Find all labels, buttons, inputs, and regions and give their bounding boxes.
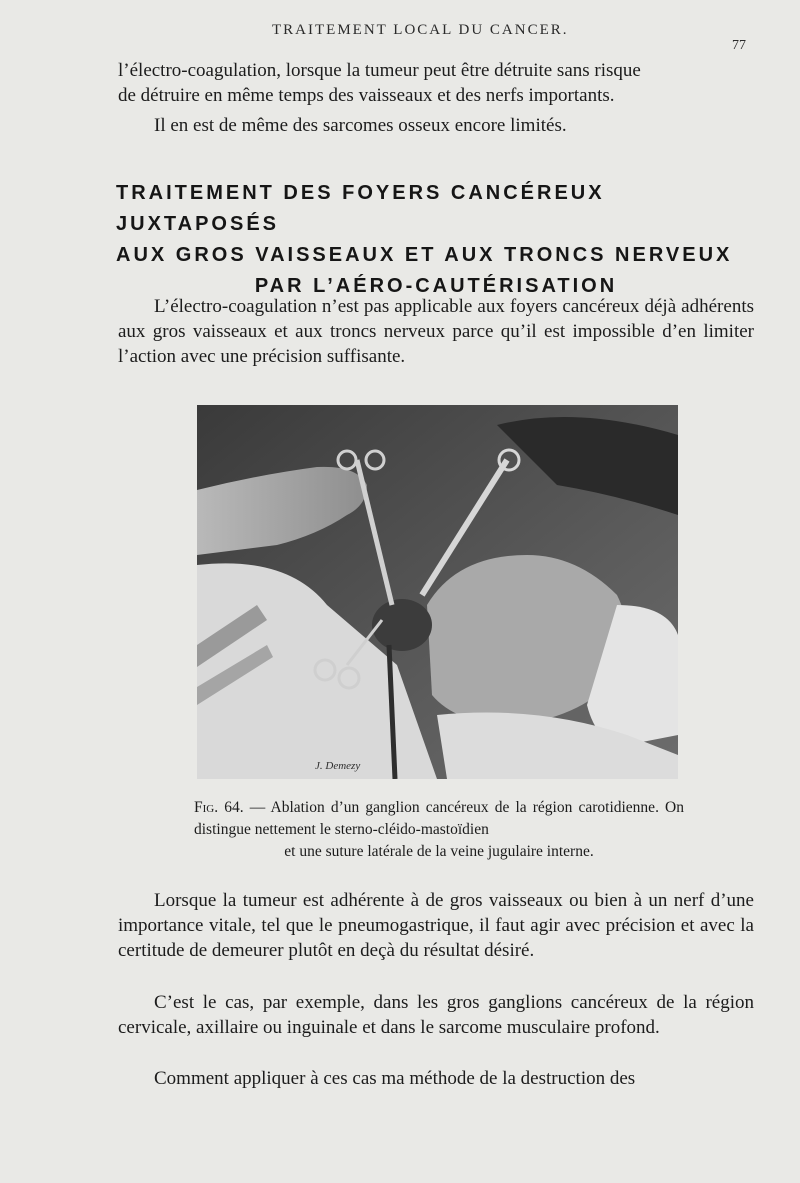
figure-caption (194, 797, 684, 863)
cas-paragraph: C’est le cas, par exemple, dans les gros ganglions cancéreux de la région cervicale, axillaire ou inguinale et dans le sarcome musculaire profond. (118, 992, 754, 1038)
electro-paragraph: L’électro-coagulation n’est pas applicable aux foyers cancéreux déjà adhérents aux gros vaisseaux et aux troncs nerveux parce qu’il est impossible d’en limiter l’action avec une précision suffisante. (118, 296, 754, 367)
page-number: 77 (732, 38, 746, 53)
comment-paragraph: Comment appliquer à ces cas ma méthode de la destruction des (154, 1068, 636, 1089)
section-heading (116, 178, 756, 302)
figure-label: Fig. 64. (194, 799, 244, 816)
heading-line-2: AUX GROS VAISSEAUX ET AUX TRONCS NERVEUX (116, 244, 733, 266)
intro-paragraph (118, 58, 754, 108)
intro-line-2: de détruire en même temps des vaisseaux et des nerfs importants. (118, 85, 615, 106)
artist-signature: J. Demezy (315, 760, 361, 772)
caption-main: — Ablation d’un ganglion cancéreux de la région carotidienne. On distingue nettement le sterno-cléido-mastoïdien (194, 799, 685, 838)
heading-line-1: TRAITEMENT DES FOYERS CANCÉREUX JUXTAPOSÉS (116, 182, 605, 235)
sarcome-paragraph: Il en est de même des sarcomes osseux encore limités. (154, 115, 567, 136)
caption-last-line: et une suture latérale de la veine jugulaire interne. (284, 843, 594, 860)
intro-line-1: l’électro-coagulation, lorsque la tumeur peut être détruite sans risque (118, 60, 641, 81)
heading-line-3: PAR L’AÉRO-CAUTÉRISATION (254, 275, 618, 297)
running-head: TRAITEMENT LOCAL DU CANCER. (272, 22, 569, 38)
surgery-photograph (197, 405, 678, 779)
tumeur-paragraph: Lorsque la tumeur est adhérente à de gros vaisseaux ou bien à un nerf d’une importance vitale, tel que le pneumogastrique, il faut agir avec précision et avec la certitude de demeurer plutôt en deçà du résultat désiré. (118, 890, 754, 961)
